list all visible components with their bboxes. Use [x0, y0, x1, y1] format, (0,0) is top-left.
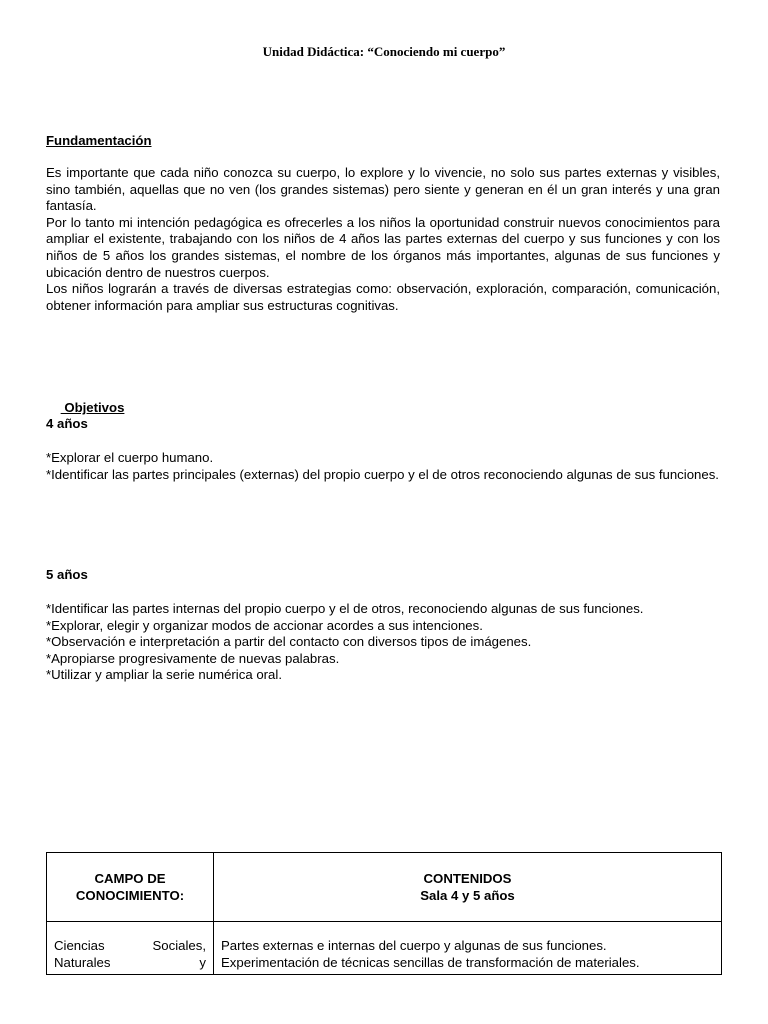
cell-line: Experimentación de técnicas sencillas de transformación de materiales. [221, 955, 640, 970]
document-title: Unidad Didáctica: “Conociendo mi cuerpo” [262, 44, 506, 59]
age4-label: 4 años [46, 416, 88, 431]
cell-line: Ciencias Sociales, [54, 938, 206, 953]
paragraph: Por lo tanto mi intención pedagógica es ofrecerles a los niños la oportunidad construir nuevos conocimientos para ampliar el existente, trabajando con los niños de 4 años las partes externas del cuerpo y sus funciones y con los niños de 5 años los grandes sistemas, el nombre de los órganos más importantes, algunas de sus funciones y ubicación dentro de nuestros cuerpos. [46, 214, 720, 280]
list-item: *Identificar las partes principales (externas) del propio cuerpo y el de otros reconociendo algunas de sus funciones. [46, 466, 719, 482]
age5-objectives [46, 601, 720, 684]
list-item: *Utilizar y ampliar la serie numérica oral. [46, 667, 282, 683]
list-item: *Identificar las partes internas del propio cuerpo y el de otros, reconociendo algunas de sus funciones. [46, 601, 644, 616]
list-item: *Observación e interpretación a partir del contacto con diversos tipos de imágenes. [46, 634, 532, 650]
paragraph: Los niños lograrán a través de diversas estrategias como: observación, exploración, comparación, comunicación, obtener información para ampliar sus estructuras cognitivas. [46, 281, 720, 313]
table-cell-campo [47, 922, 214, 975]
section-heading: Fundamentación [46, 133, 152, 148]
list-item: *Explorar el cuerpo humano. [46, 450, 214, 465]
cell-line: Naturales y [54, 955, 206, 970]
age4-objectives [46, 450, 720, 483]
table-cell-contenidos [214, 922, 722, 975]
table-row [47, 922, 722, 975]
paragraph: Es importante que cada niño conozca su cuerpo, lo explore y lo vivencie, no solo sus partes externas y visibles, sino también, aquellas que no ven (los grandes sistemas) pero siente y generan en él un gran interés y una gran fantasía. [46, 165, 720, 214]
fundamentacion-heading [46, 133, 720, 150]
header-campo: CAMPO DE CONOCIMIENTO: [47, 853, 214, 922]
section-heading: Objetivos [60, 399, 125, 415]
fundamentacion-body [46, 165, 720, 314]
contents-table [46, 852, 722, 975]
list-item: *Apropiarse progresivamente de nuevas palabras. [46, 650, 340, 666]
list-item: *Explorar, elegir y organizar modos de accionar acordes a sus intenciones. [46, 617, 483, 633]
header-contenidos: CONTENIDOS Sala 4 y 5 años [214, 853, 722, 922]
table-header-row [47, 853, 722, 922]
cell-line: Partes externas e internas del cuerpo y algunas de sus funciones. [221, 938, 607, 953]
age5-label: 5 años [46, 567, 88, 582]
